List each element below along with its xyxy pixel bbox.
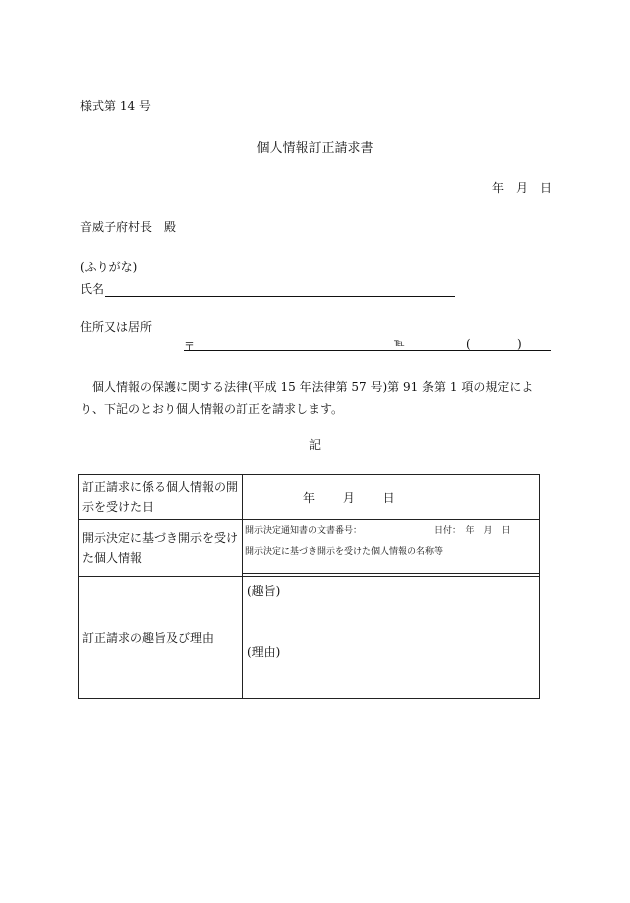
document-title: 個人情報訂正請求書 xyxy=(256,141,374,156)
addressee: 音威子府村長 殿 xyxy=(80,220,177,234)
address-field-line[interactable] xyxy=(184,350,551,351)
purpose-reason-label: 訂正請求の趣旨及び理由 xyxy=(79,577,243,699)
request-table xyxy=(78,474,540,699)
postal-mark: 〒 xyxy=(184,340,195,353)
disclosure-date-value: 年 月 日 xyxy=(303,490,395,505)
name-field-line[interactable] xyxy=(105,284,455,297)
table-row xyxy=(79,475,540,520)
disclosed-info-field[interactable] xyxy=(243,520,540,577)
date-line: 年 月 日 xyxy=(492,181,553,195)
purpose-reason-field[interactable] xyxy=(243,577,540,699)
disclosed-info-label: 開示決定に基づき開示を受けた個人情報 xyxy=(79,520,243,577)
body-text: 個人情報の保護に関する法律(平成 15 年法律第 57 号)第 91 条第 1 項の規定により、下記のとおり個人情報の訂正を請求します。 xyxy=(80,380,534,416)
ki-heading: 記 xyxy=(308,438,321,452)
disclosed-info-name-label: 開示決定に基づき開示を受けた個人情報の名称等 xyxy=(245,547,444,557)
furigana-label: (ふりがな) xyxy=(80,260,138,274)
tel-mark: ℡ xyxy=(394,338,405,349)
name-label: 氏名 xyxy=(80,282,105,296)
divider xyxy=(243,573,539,574)
tel-paren-close: ) xyxy=(517,337,522,351)
table-row xyxy=(79,577,540,699)
disclosure-date-field[interactable] xyxy=(243,475,540,520)
purpose-label: (趣旨) xyxy=(247,584,281,598)
name-row xyxy=(80,280,455,297)
address-label: 住所又は居所 xyxy=(80,320,153,334)
tel-paren-open: ( xyxy=(466,337,471,351)
disclosure-date-label: 訂正請求に係る個人情報の開示を受けた日 xyxy=(79,475,243,520)
doc-date-label: 日付： 年 月 日 xyxy=(434,526,511,536)
reason-label: (理由) xyxy=(247,645,281,659)
doc-number-label: 開示決定通知書の文書番号： xyxy=(245,526,363,536)
form-number: 様式第 14 号 xyxy=(80,99,151,113)
table-row xyxy=(79,520,540,577)
doc-number-row xyxy=(245,524,525,538)
